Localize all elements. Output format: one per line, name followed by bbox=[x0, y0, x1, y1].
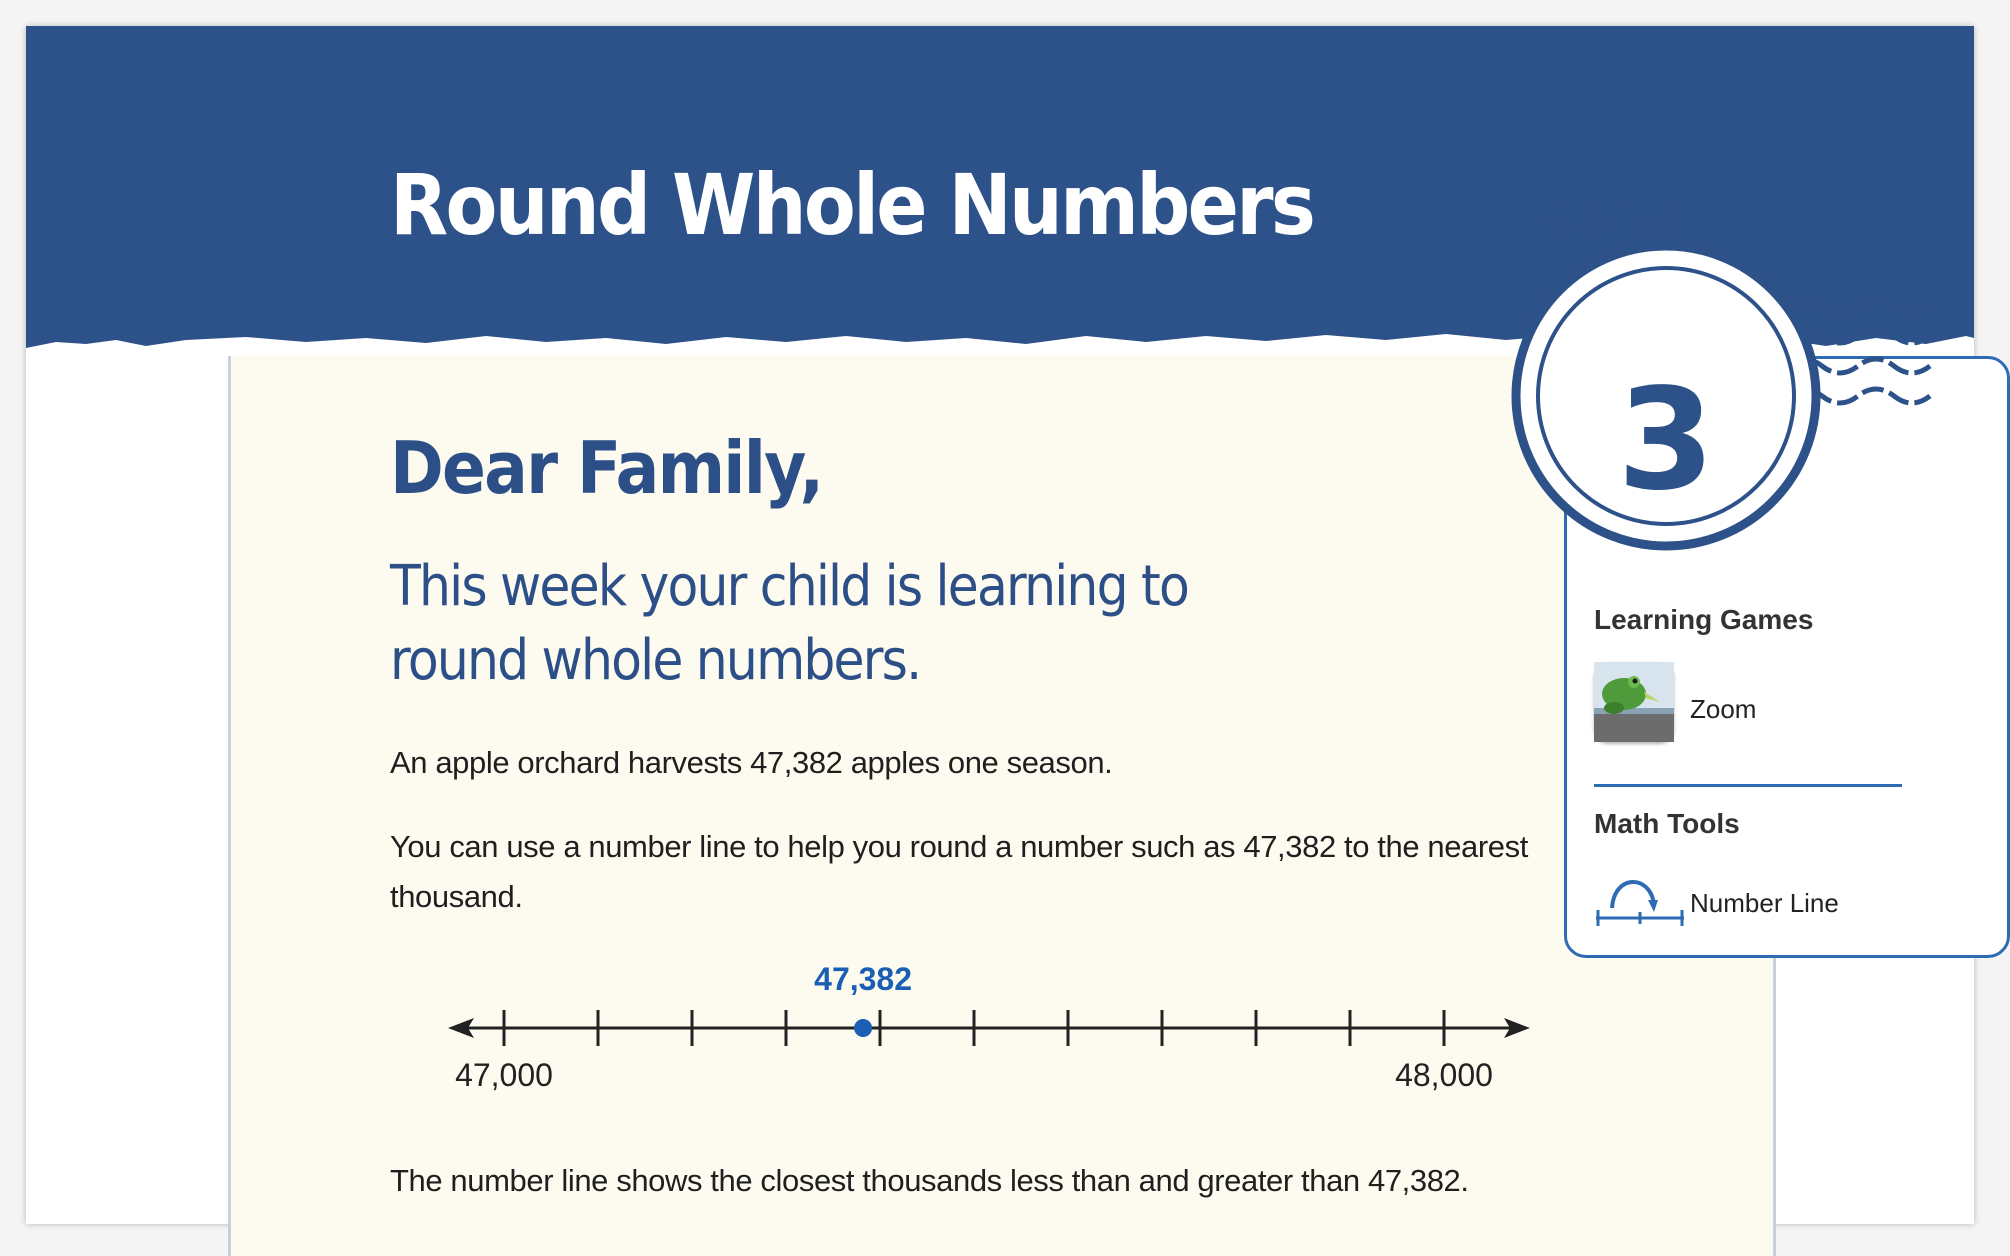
number-line-diagram bbox=[444, 946, 1534, 1116]
learning-games-heading: Learning Games bbox=[1594, 604, 1814, 635]
number-line-hop-icon[interactable] bbox=[1592, 866, 1688, 926]
math-tools-heading: Math Tools bbox=[1594, 808, 1740, 839]
game-zoom-label[interactable]: Zoom bbox=[1690, 694, 1757, 724]
stamp-lesson-label: LESSON bbox=[1486, 200, 1687, 246]
sidebar-divider bbox=[1594, 784, 1902, 787]
stamp-lesson-number: 3 bbox=[1617, 359, 1715, 522]
page-title: Round Whole Numbers bbox=[390, 156, 1314, 254]
paragraph-number-line-help: You can use a number line to help you round a number such as 47,382 to the nearest thousand. bbox=[390, 829, 1528, 914]
number-line-point-label: 47,382 bbox=[814, 961, 913, 997]
tool-number-line-label[interactable]: Number Line bbox=[1690, 888, 1839, 918]
number-line-start-label: 47,000 bbox=[455, 1057, 553, 1093]
paragraph-apple-harvest: An apple orchard harvests 47,382 apples one season. bbox=[390, 745, 1113, 780]
number-line-point bbox=[854, 1019, 872, 1037]
letter-greeting: Dear Family, bbox=[390, 426, 823, 510]
lesson-stamp bbox=[1486, 200, 1966, 596]
number-line-end-label: 48,000 bbox=[1395, 1057, 1493, 1093]
frog-zoom-icon[interactable] bbox=[1594, 662, 1674, 742]
paragraph-closest-thousands: The number line shows the closest thousands less than and greater than 47,382. bbox=[390, 1163, 1469, 1198]
letter-intro: This week your child is learning to round whole numbers. bbox=[390, 554, 1188, 693]
worksheet-page bbox=[26, 26, 1974, 1224]
